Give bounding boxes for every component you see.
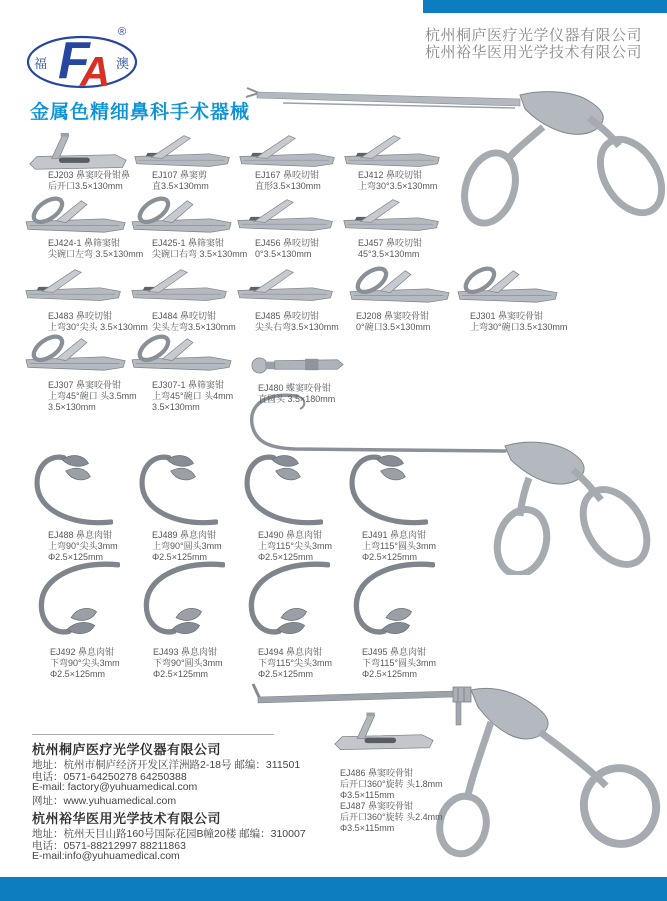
page-title: 金属色精细鼻科手术器械	[30, 102, 251, 123]
product-label-ej490: EJ490 鼻息肉钳 上弯115°尖头3mm Φ2.5×125mm	[258, 530, 332, 562]
product-photo-ej492	[32, 560, 120, 640]
product-label-ej203: EJ203 鼻窦咬骨钳鼻 后开口3.5×130mm	[48, 170, 131, 191]
product-label-ej167: EJ167 鼻咬切钳 直形3.5×130mm	[255, 170, 321, 191]
product-photo-ej480	[250, 352, 345, 377]
product-label-ej412: EJ412 鼻咬切钳 上弯30°3.5×130mm	[358, 170, 438, 191]
header-company-names	[425, 27, 642, 61]
footer-company-1-phone: 电话：0571-64250278 64250388	[32, 771, 187, 783]
logo-left-char: 福	[34, 56, 48, 71]
brand-logo-graphic	[24, 22, 154, 94]
product-label-ej485: EJ485 鼻咬切钳 尖头右弯3.5×130mm	[255, 311, 339, 332]
product-label-ej480: EJ480 蝶窦咬骨钳 直圆头 3.5×180mm	[258, 383, 336, 404]
product-photo-ej491	[343, 450, 428, 526]
product-label-ej307-1: EJ307-1 鼻筛窦钳 上弯45°碗口 头4mm 3.5×130mm	[152, 380, 234, 412]
product-label-ej487: EJ487 鼻窦咬骨钳 后开口360°旋转 头2.4mm Φ3.5×115mm	[340, 801, 443, 833]
product-photo-ej301	[456, 266, 561, 306]
bottom-accent-bar	[0, 877, 667, 901]
product-photo-ej307	[24, 334, 129, 374]
product-photo-ej167	[238, 132, 338, 172]
brand-logo	[24, 22, 154, 94]
footer-divider	[32, 734, 274, 735]
product-label-ej491: EJ491 鼻息肉钳 上弯115°圆头3mm Φ2.5×125mm	[362, 530, 436, 562]
product-photo-ej424-1	[24, 196, 129, 236]
instrument-photo-large-bottom	[248, 658, 667, 863]
product-label-ej307: EJ307 鼻窦咬骨钳 上弯45°碗口 头3.5mm 3.5×130mm	[48, 380, 137, 412]
top-accent-bar	[423, 0, 667, 13]
product-label-ej492: EJ492 鼻息肉钳 下弯90°尖头3mm Φ2.5×125mm	[50, 647, 120, 679]
footer-company-2-address: 地址：杭州天目山路160号国际花园B幢20楼 邮编：310007	[32, 828, 306, 840]
product-label-ej425-1: EJ425-1 鼻筛窦钳 尖碗口右弯 3.5×130mm	[152, 238, 248, 259]
product-photo-ej484	[130, 266, 230, 306]
product-label-ej486: EJ486 鼻窦咬骨钳 后开口360°旋转 头1.8mm Φ3.5×115mm	[340, 768, 443, 800]
product-label-ej489: EJ489 鼻息肉钳 上弯90°圆头3mm Φ2.5×125mm	[152, 530, 222, 562]
product-label-ej488: EJ488 鼻息肉钳 上弯90°尖头3mm Φ2.5×125mm	[48, 530, 118, 562]
registered-mark: ®	[118, 26, 127, 38]
product-photo-ej483	[24, 266, 124, 306]
product-photo-ej203	[28, 131, 128, 173]
logo-f: F	[58, 32, 90, 90]
header-company-2: 杭州裕华医用光学技术有限公司	[424, 44, 642, 61]
footer-company-1-address: 地址：杭州市桐庐经济开发区洋洲路2-18号 邮编：311501	[32, 759, 301, 771]
product-label-ej484: EJ484 鼻咬切钳 尖头左弯3.5×130mm	[152, 311, 236, 332]
product-photo-ej486	[333, 708, 435, 756]
footer-company-2-name: 杭州裕华医用光学技术有限公司	[32, 811, 222, 826]
product-photo-ej208	[348, 266, 453, 306]
footer-company-1-website: 网址：www.yuhuamedical.com	[32, 795, 177, 807]
footer-company-2-phone: 电话：0571-88212997 88211863	[32, 840, 186, 852]
footer-company-2-email: E-mail:info@yuhuamedical.com	[32, 850, 180, 862]
product-photo-ej456	[236, 196, 336, 236]
product-photo-ej485	[236, 266, 336, 306]
product-photo-ej495	[347, 560, 435, 640]
product-photo-ej457	[342, 196, 442, 236]
product-label-ej208: EJ208 鼻窦咬骨钳 0°碗口3.5×130mm	[356, 311, 431, 332]
product-photo-ej489	[133, 450, 218, 526]
product-photo-ej425-1	[130, 196, 235, 236]
product-photo-ej412	[343, 132, 443, 172]
product-label-ej301: EJ301 鼻窦咬骨钳 上弯30°碗口3.5×130mm	[470, 311, 568, 332]
product-photo-ej488	[28, 450, 113, 526]
product-label-ej495: EJ495 鼻息肉钳 下弯115°圆头3mm Φ2.5×125mm	[362, 647, 436, 679]
product-label-ej493: EJ493 鼻息肉钳 下弯90°圆头3mm Φ2.5×125mm	[153, 647, 223, 679]
product-photo-ej494	[242, 560, 330, 640]
product-label-ej457: EJ457 鼻咬切钳 45°3.5×130mm	[358, 238, 423, 259]
product-label-ej483: EJ483 鼻咬切钳 上弯30°尖头 3.5×130mm	[48, 311, 148, 332]
header-company-1: 杭州桐庐医疗光学仪器有限公司	[424, 27, 642, 44]
logo-right-char: 澳	[116, 56, 130, 71]
footer-company-1-name: 杭州桐庐医疗光学仪器有限公司	[32, 742, 222, 757]
product-label-ej456: EJ456 鼻咬切钳 0°3.5×130mm	[255, 238, 320, 259]
product-photo-ej493	[137, 560, 225, 640]
product-photo-ej107	[133, 132, 233, 172]
product-label-ej494: EJ494 鼻息肉钳 下弯115°尖头3mm Φ2.5×125mm	[258, 647, 332, 679]
product-label-ej424-1: EJ424-1 鼻筛窦钳 尖碗口左弯 3.5×130mm	[48, 238, 144, 259]
logo-a: A	[80, 48, 111, 94]
footer-company-1-email: E-mail: factory@yuhuamedical.com	[32, 781, 198, 793]
product-photo-ej490	[238, 450, 323, 526]
product-photo-ej307-1	[130, 334, 235, 374]
product-label-ej107: EJ107 鼻窦剪 直3.5×130mm	[152, 170, 209, 191]
